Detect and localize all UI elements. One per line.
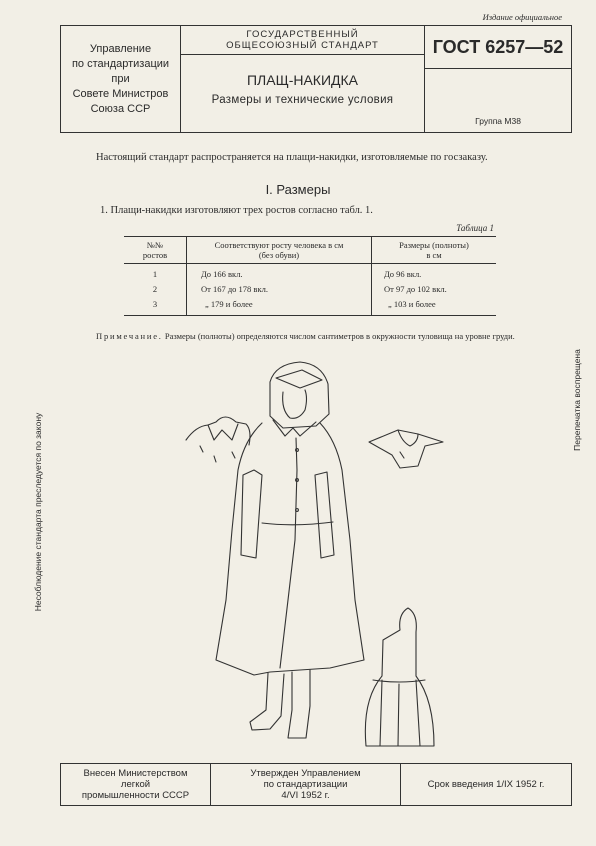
effective-date-cell bbox=[401, 764, 571, 805]
standard-type-line: ГОСУДАРСТВЕННЫЙ bbox=[246, 29, 359, 40]
standard-type-line: ОБЩЕСОЮЗНЫЙ СТАНДАРТ bbox=[226, 40, 379, 51]
table-cell: „ 103 и более bbox=[372, 297, 497, 316]
back-view bbox=[365, 608, 434, 746]
document-subtitle: Размеры и технические условия bbox=[211, 94, 394, 106]
cap bbox=[276, 370, 322, 388]
right-boot bbox=[288, 670, 310, 738]
group-code: Группа М38 bbox=[475, 116, 521, 126]
table-header: Размеры (полноты) в см bbox=[372, 237, 497, 264]
table-cell: До 96 вкл. bbox=[372, 264, 497, 283]
face bbox=[283, 390, 307, 418]
table-cell: От 167 до 178 вкл. bbox=[187, 282, 372, 297]
authority-line: Союза ССР bbox=[90, 102, 151, 115]
note-label: Примечание. bbox=[96, 331, 163, 341]
footer-line: Внесен Министерством bbox=[83, 768, 188, 779]
table-header: №№ ростов bbox=[124, 237, 187, 264]
table-header: Соответствуют росту человека в см (без обуви) bbox=[187, 237, 372, 264]
document-title: ПЛАЩ-НАКИДКА bbox=[246, 72, 358, 88]
right-flap bbox=[315, 472, 334, 558]
footer-line: легкой bbox=[120, 779, 151, 790]
intro-paragraph: Настоящий стандарт распространяется на плащи-накидки, изготовляемые по госзаказу. bbox=[96, 152, 488, 163]
footer-line: 4/VI 1952 г. bbox=[281, 790, 330, 801]
standard-number: ГОСТ 6257—52 bbox=[425, 26, 571, 69]
left-boot bbox=[250, 673, 284, 730]
authority-line: Управление bbox=[89, 42, 152, 55]
back-view bbox=[373, 680, 425, 682]
introduced-by-cell bbox=[61, 764, 211, 805]
reprint-notice-vertical: Перепечатка воспрещена bbox=[572, 349, 582, 451]
collar-detail bbox=[200, 446, 235, 462]
left-flap bbox=[241, 470, 262, 558]
button bbox=[296, 509, 299, 512]
button bbox=[296, 449, 299, 452]
table-cell: „ 179 и более bbox=[187, 297, 372, 316]
section-title: I. Размеры bbox=[265, 182, 331, 197]
footer-line: по стандартизации bbox=[263, 779, 348, 790]
footer-line: Утвержден Управлением bbox=[250, 768, 361, 779]
table-cell: До 166 вкл. bbox=[187, 264, 372, 283]
paragraph-1: 1. Плащи-накидки изготовляют трех ростов согласно табл. 1. bbox=[100, 205, 373, 216]
approved-by-cell bbox=[211, 764, 401, 805]
table-cell: 3 bbox=[124, 297, 187, 316]
table-caption: Таблица 1 bbox=[456, 223, 494, 233]
cape-front-opening bbox=[280, 438, 297, 668]
authority-line: при bbox=[111, 72, 130, 85]
authority-line: Совете Министров bbox=[72, 87, 169, 100]
collar-detail bbox=[208, 424, 238, 440]
hood-detail bbox=[369, 430, 443, 468]
edition-note: Издание официальное bbox=[482, 12, 562, 22]
footer-line: промышленности СССР bbox=[81, 790, 190, 801]
effective-date: Срок введения 1/IX 1952 г. bbox=[427, 779, 545, 790]
table-cell: От 97 до 102 вкл. bbox=[372, 282, 497, 297]
cape-body bbox=[216, 423, 364, 675]
table-cell: 1 bbox=[152, 269, 158, 279]
collar bbox=[273, 420, 316, 436]
cape-seam bbox=[262, 522, 333, 525]
back-view bbox=[380, 680, 420, 746]
collar-detail bbox=[186, 417, 250, 445]
authority-line: по стандартизации bbox=[71, 57, 170, 70]
footer-block bbox=[60, 763, 572, 806]
hood-outline bbox=[270, 362, 329, 428]
legal-warning-vertical: Несоблюдение стандарта преследуется по закону bbox=[33, 412, 43, 612]
hood-detail bbox=[400, 452, 404, 458]
note-text: Размеры (полноты) определяются числом сантиметров в окружности туловища на уровне груди. bbox=[164, 331, 515, 341]
table-cell: 2 bbox=[152, 284, 158, 294]
